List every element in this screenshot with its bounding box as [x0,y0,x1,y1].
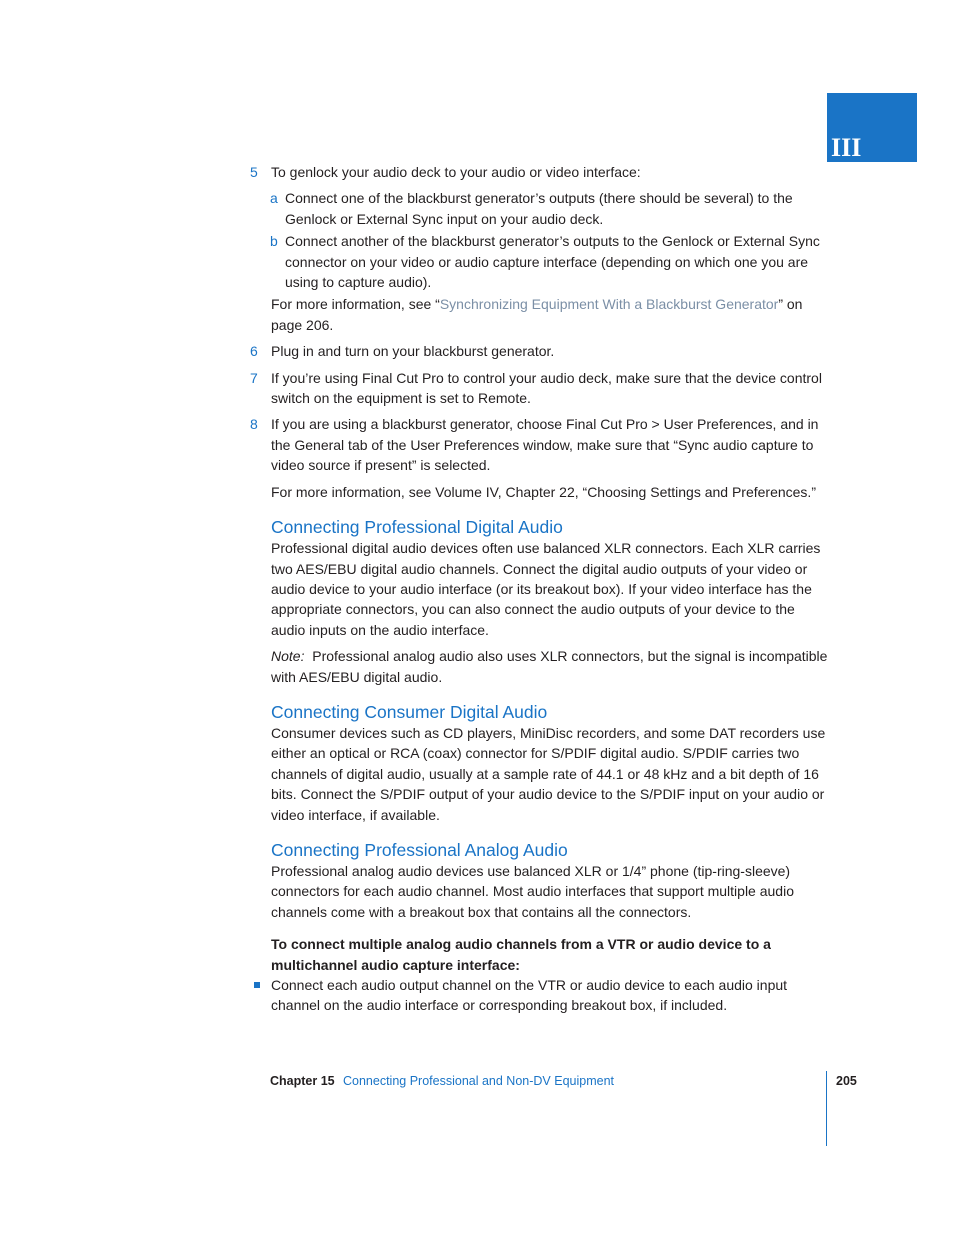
step-5 [250,162,830,182]
substep-text: Connect another of the blackburst generator’s outputs to the Genlock or External Sync connector on your video or audio capture interface (depending on which one you are using to capture audio). [285,233,820,291]
step-text: To genlock your audio deck to your audio or video interface: [271,164,641,180]
step-text: Plug in and turn on your blackburst generator. [271,343,555,360]
substep-letter: a [270,190,278,207]
section-heading-consumer: Connecting Consumer Digital Audio [271,701,548,722]
step-8 [250,414,830,475]
footer-divider [826,1071,827,1146]
more-info-prefix: For more information, see “ [271,296,440,313]
step-text: If you’re using Final Cut Pro to control your audio deck, make sure that the device control switch on the equipment is set to Remote. [271,369,822,407]
part-tab-label: III [831,133,862,162]
more-info-paragraph-2: For more information, see Volume IV, Chapter 22, “Choosing Settings and Preferences.” [271,483,816,500]
step-number: 6 [250,343,258,360]
bullet-square-icon [254,982,260,988]
step-text: If you are using a blackburst generator, choose Final Cut Pro > User Preferences, and in the General tab of the User Preferences window, make sure that “Sync audio capture to video source if present” is selected. [271,416,819,474]
step-number: 8 [250,416,258,433]
more-info-suffix: ” on page 206. [271,296,803,333]
step-5b [250,231,830,292]
footer-chapter: Chapter 15 [270,1074,335,1088]
note-paragraph [250,646,830,687]
section-heading-analog: Connecting Professional Analog Audio [271,839,568,860]
substep-text: Connect one of the blackburst generator’s outputs (there should be several) to the Genlock or External Sync input on your audio deck. [285,190,793,227]
step-number: 7 [250,369,258,386]
page-content [250,162,830,1016]
footer-chapter-title: Connecting Professional and Non-DV Equipment [343,1074,614,1088]
step-7 [250,368,830,409]
step-5a [250,188,830,229]
note-text: Professional analog audio also uses XLR connectors, but the signal is incompatible with AES/EBU digital audio. [271,648,828,685]
section-heading-digital: Connecting Professional Digital Audio [271,517,563,538]
more-info-paragraph [250,294,830,335]
cross-reference-link[interactable]: Synchronizing Equipment With a Blackburst Generator [439,296,779,313]
bullet-text: Connect each audio output channel on the VTR or audio device to each audio input channel on the audio interface or corresponding breakout box, if included. [271,977,788,1014]
step-6 [250,341,830,361]
section-body-consumer: Consumer devices such as CD players, MiniDisc recorders, and some DAT recorders use either an optical or RCA (coax) connector for S/PDIF digital audio. S/PDIF carries two channels of digital audio, usually at a sample rate of 44.1 or 48 kHz and a bit depth of 16 bits. Connect the S/PDIF output of your audio device to the S/PDIF input on your audio or video interface, if available. [271,724,826,823]
bullet-item [250,975,830,1016]
page-number: 205 [836,1074,857,1088]
part-tab [827,93,917,162]
task-heading: To connect multiple analog audio channels from a VTR or audio device to a multichannel audio capture interface: [271,936,771,973]
substep-letter: b [270,233,278,250]
section-body-analog: Professional analog audio devices use balanced XLR or 1/4” phone (tip-ring-sleeve) connectors for each audio channel. Most audio interfaces that support multiple audio channels come with a breakout box that contains all the connectors. [271,862,794,920]
section-body-digital: Professional digital audio devices often use balanced XLR connectors. Each XLR carries two AES/EBU digital audio channels. Connect the digital audio outputs of your video or audio device to your audio interface (or its breakout box). If your video interface has the appropriate connectors, you can also connect the audio outputs of your device to the audio inputs on the audio interface. [271,540,821,638]
note-label: Note: [271,648,305,665]
step-number: 5 [250,164,258,180]
